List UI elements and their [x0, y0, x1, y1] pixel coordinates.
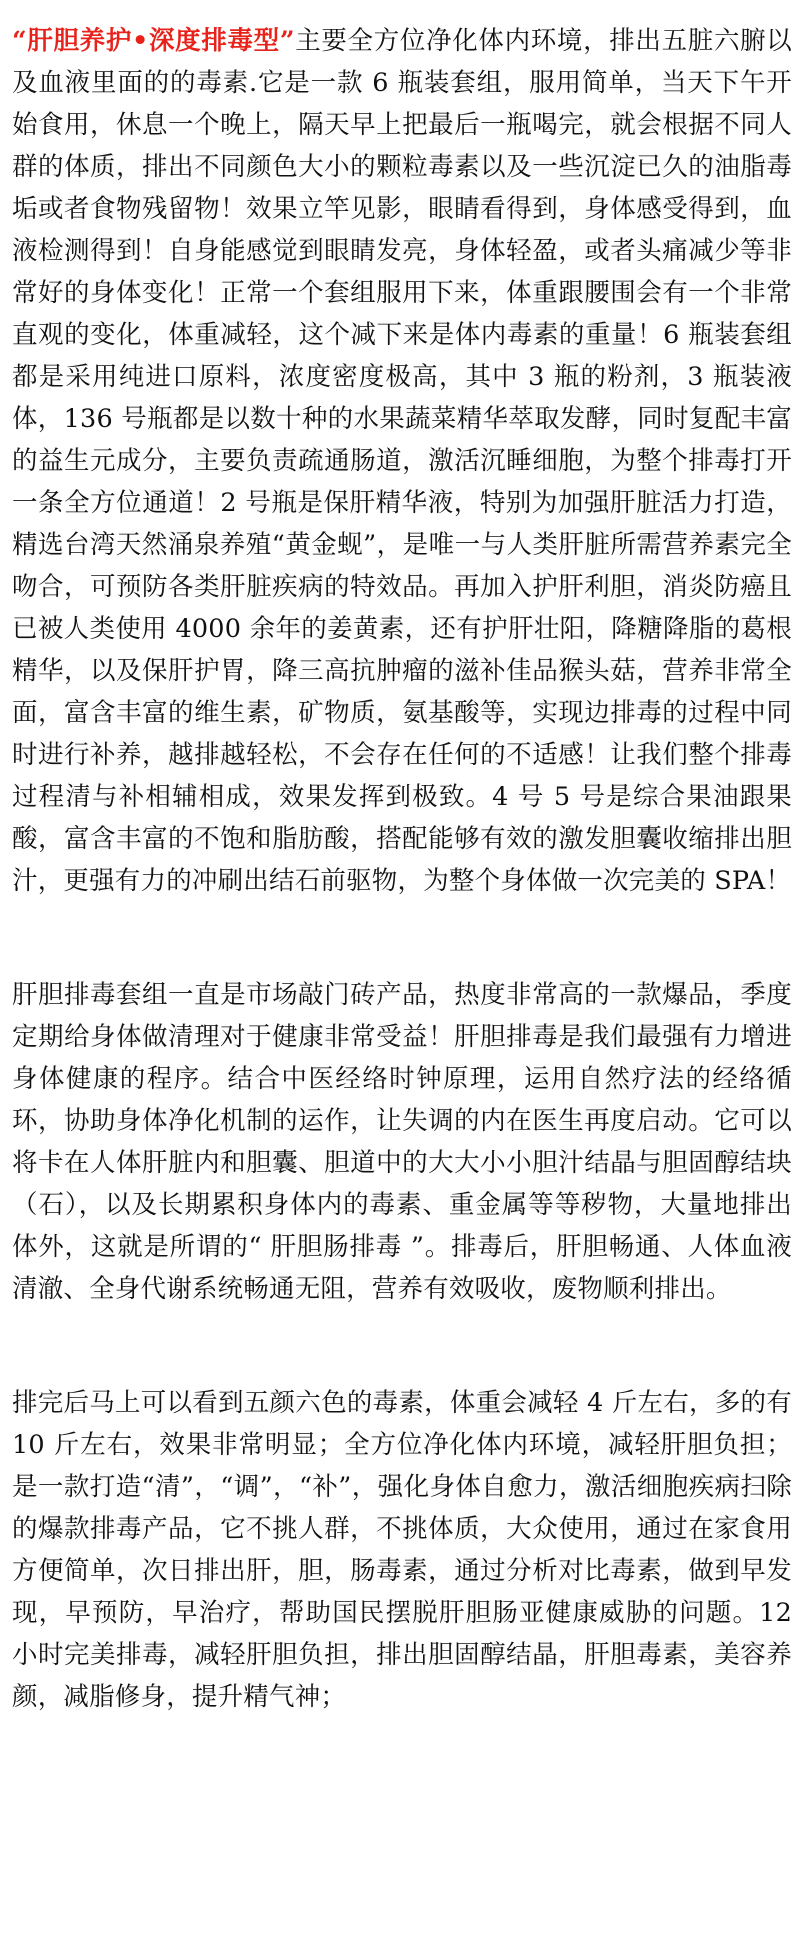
paragraph-3-text: 排完后马上可以看到五颜六色的毒素，体重会减轻 4 斤左右，多的有 10 斤左右，效果非常明显；全方位净化体内环境，减轻肝胆负担；是一款打造“清”，“调”，“补”，强化身体自愈力，激活细胞疾病扫除的爆款排毒产品，它不挑人群，不挑体质，大众使用，通过在家食用方便简单，次日排出肝，胆，肠毒素，通过分析对比毒素，做到早发现，早预防，早治疗，帮助国民摆脱肝胆肠亚健康威胁的问题。12 小时完美排毒，减轻肝胆负担，排出胆固醇结晶，肝胆毒素，美容养颜，减脂修身，提升精气神；: [12, 1388, 792, 1712]
paragraph-market-benefits: [12, 974, 792, 1310]
paragraph-results: [12, 1382, 792, 1718]
paragraph-2-text: 肝胆排毒套组一直是市场敲门砖产品，热度非常高的一款爆品，季度定期给身体做清理对于健康非常受益！肝胆排毒是我们最强有力增进身体健康的程序。结合中医经络时钟原理，运用自然疗法的经络循环，协助身体净化机制的运作，让失调的内在医生再度启动。它可以将卡在人体肝脏内和胆囊、胆道中的大大小小胆汁结晶与胆固醇结块（石），以及长期累积身体内的毒素、重金属等等秽物，大量地排出体外，这就是所谓的“ 肝胆肠排毒 ”。排毒后，肝胆畅通、人体血液清澈、全身代谢系统畅通无阻，营养有效吸收，废物顺利排出。: [12, 980, 792, 1304]
paragraph-1-text: 主要全方位净化体内环境，排出五脏六腑以及血液里面的的毒素.它是一款 6 瓶装套组，服用简单，当天下午开始食用，休息一个晚上，隔天早上把最后一瓶喝完，就会根据不同人群的体质，排出不同颜色大小的颗粒毒素以及一些沉淀已久的油脂毒垢或者食物残留物！效果立竿见影，眼睛看得到，身体感受得到，血液检测得到！自身能感觉到眼睛发亮，身体轻盈，或者头痛减少等非常好的身体变化！正常一个套组服用下来，体重跟腰围会有一个非常直观的变化，体重减轻，这个减下来是体内毒素的重量！6 瓶装套组都是采用纯进口原料，浓度密度极高，其中 3 瓶的粉剂，3 瓶装液体，136 号瓶都是以数十种的水果蔬菜精华萃取发酵，同时复配丰富的益生元成分，主要负责疏通肠道，激活沉睡细胞，为整个排毒打开一条全方位通道！2 号瓶是保肝精华液，特别为加强肝脏活力打造，精选台湾天然涌泉养殖“黄金蚬”，是唯一与人类肝脏所需营养素完全吻合，可预防各类肝脏疾病的特效品。再加入护肝利胆，消炎防癌且已被人类使用 4000 余年的姜黄素，还有护肝壮阳，降糖降脂的葛根精华，以及保肝护胃，降三高抗肿瘤的滋补佳品猴头菇，营养非常全面，富含丰富的维生素，矿物质，氨基酸等，实现边排毒的过程中同时进行补养，越排越轻松，不会存在任何的不适感！让我们整个排毒过程清与补相辅相成，效果发挥到极致。4 号 5 号是综合果油跟果酸，富含丰富的不饱和脂肪酸，搭配能够有效的激发胆囊收缩排出胆汁，更强有力的冲刷出结石前驱物，为整个身体做一次完美的 SPA！: [12, 26, 792, 896]
paragraph-product-intro: [12, 20, 792, 902]
product-name-highlight: “肝胆养护•深度排毒型”: [12, 26, 295, 56]
